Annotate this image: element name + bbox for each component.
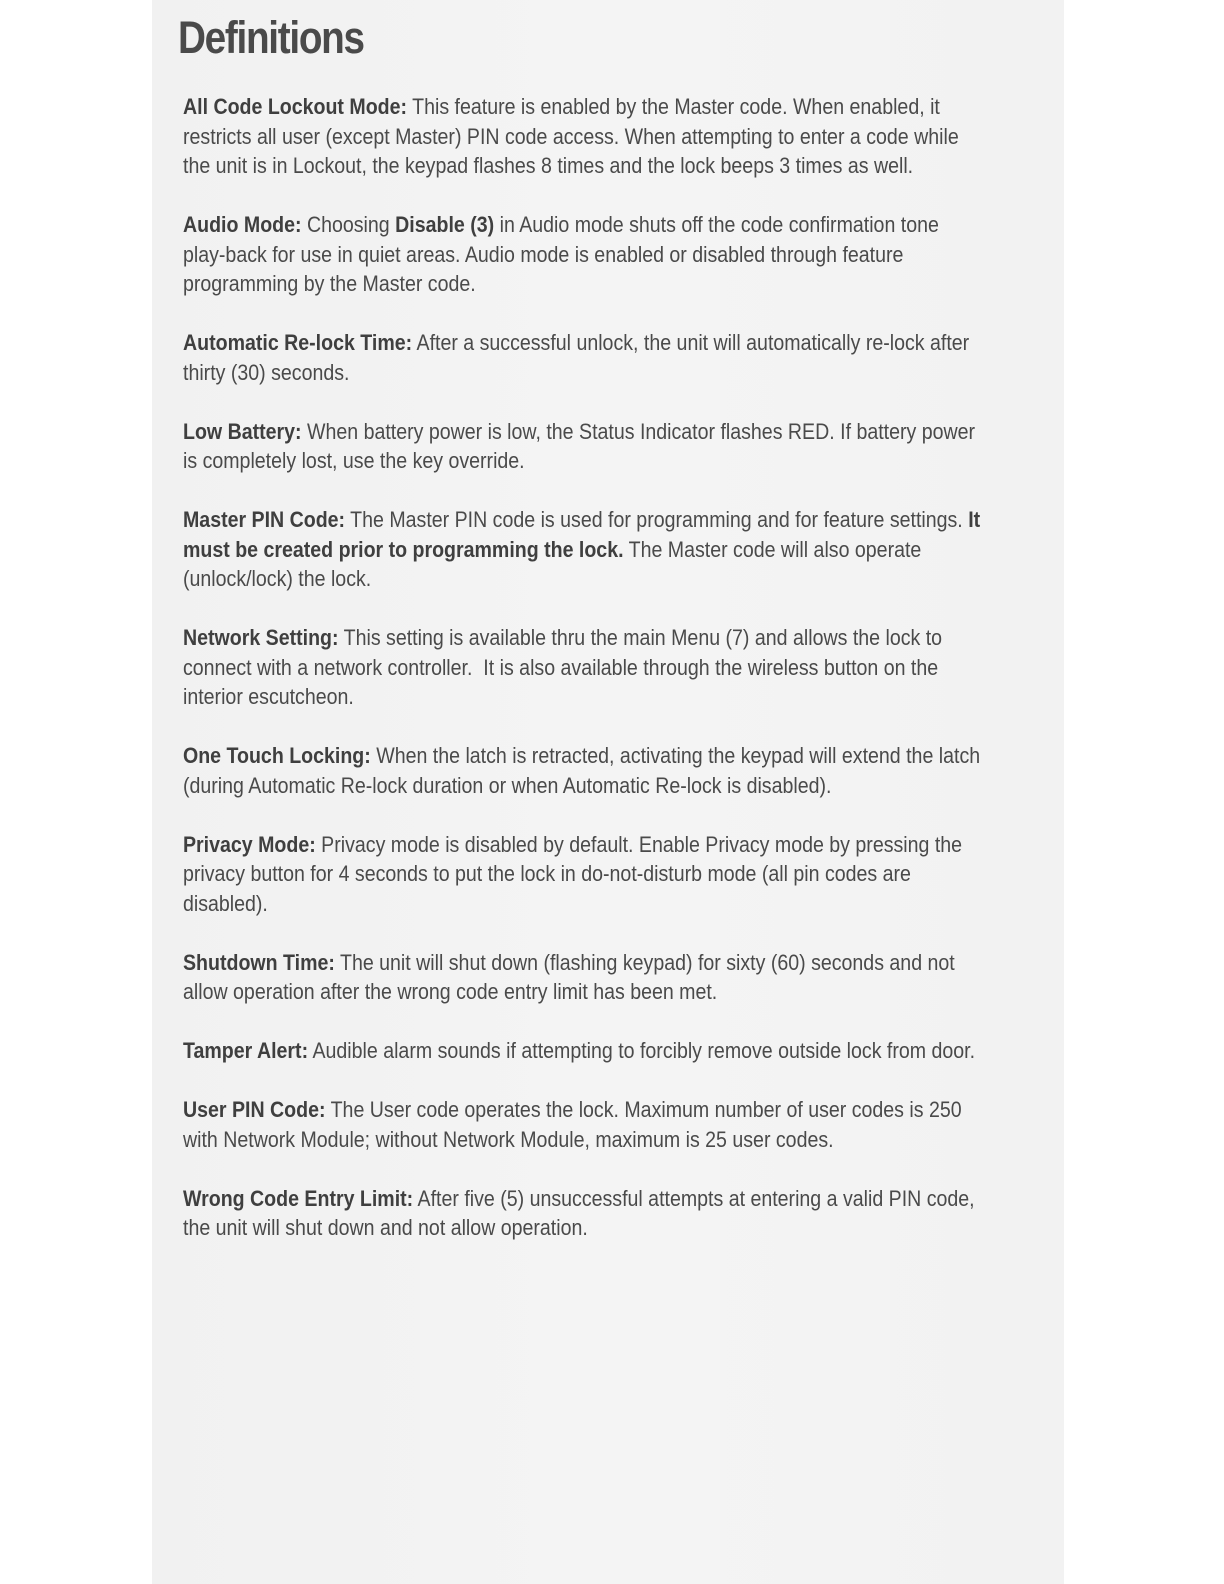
definition-master-pin-code [183,505,1053,594]
definition-term: Audio Mode: [183,212,302,237]
definition-shutdown-time [183,948,1053,1007]
definition-term: Shutdown Time: [183,949,335,975]
definition-emphasis: It [968,507,981,532]
definition-low-battery [183,417,1053,476]
definition-text: play-back for use in quiet areas. Audio mode is enabled or disabled through feature [183,241,904,267]
definition-text: This feature is enabled by the Master code. When enabled, it [412,94,940,119]
definition-text: allow operation after the wrong code entry limit has been met. [183,979,718,1004]
definition-text: programming by the Master code. [183,271,476,296]
definition-network-setting [183,623,1053,712]
definition-term: Master PIN Code: [183,507,346,532]
definition-privacy-mode [183,830,1053,919]
definition-term: Tamper Alert: [183,1038,309,1063]
definition-text: (unlock/lock) the lock. [183,566,372,591]
definition-text: is completely lost, use the key override. [183,448,525,473]
definition-wrong-code-entry-limit [183,1184,1053,1243]
definition-term: Network Setting: [183,625,339,650]
definition-text: the unit will shut down and not allow operation. [183,1215,588,1240]
definition-text: This setting is available thru the main Menu (7) and allows the lock to [343,625,943,650]
definition-text: The Master code will also operate [628,536,922,562]
definition-user-pin-code [183,1095,1053,1154]
definition-text: thirty (30) seconds. [183,359,350,385]
definition-text: restricts all user (except Master) PIN code access. When attempting to enter a code while [183,123,959,149]
definition-tamper-alert [183,1036,1053,1066]
definition-text: The unit will shut down (flashing keypad) for sixty (60) seconds and not [339,949,955,975]
definition-text: with Network Module; without Network Module, maximum is 25 user codes. [183,1126,834,1152]
definition-text: The User code operates the lock. Maximum number of user codes is 250 [330,1097,962,1122]
definition-text: The Master PIN code is used for programming and for feature settings. [350,507,963,532]
definition-one-touch-locking [183,741,1053,800]
definition-term: All Code Lockout Mode: [183,94,408,119]
definition-text: Audible alarm sounds if attempting to forcibly remove outside lock from door. [312,1038,976,1063]
definition-text: Choosing [306,212,390,237]
definition-text: disabled). [183,890,268,916]
definition-text: After a successful unlock, the unit will automatically re-lock after [416,330,970,355]
definition-term: Automatic Re-lock Time: [183,330,413,355]
definition-text: Privacy mode is disabled by default. Enable Privacy mode by pressing the [321,831,963,857]
definition-text: interior escutcheon. [183,684,354,709]
definition-term: One Touch Locking: [183,743,371,768]
definition-emphasis: Disable (3) [395,212,495,237]
definition-emphasis: must be created prior to programming the lock. [183,536,624,562]
definitions-list [183,92,1053,1272]
definition-text: privacy button for 4 seconds to put the lock in do-not-disturb mode (all pin codes are [183,861,911,886]
definition-text: (during Automatic Re-lock duration or when Automatic Re-lock is disabled). [183,772,832,798]
definition-audio-mode [183,210,1053,299]
definition-all-code-lockout-mode [183,92,1053,181]
definition-text: When the latch is retracted, activating the keypad will extend the latch [376,743,981,768]
definition-term: Privacy Mode: [183,831,316,857]
definition-text: After five (5) unsuccessful attempts at entering a valid PIN code, [417,1185,975,1211]
page-title: Definitions [178,12,364,63]
definition-text: the unit is in Lockout, the keypad flashes 8 times and the lock beeps 3 times as well. [183,153,914,178]
definition-term: User PIN Code: [183,1097,326,1122]
definition-text: When battery power is low, the Status Indicator flashes RED. If battery power [307,418,976,444]
definition-term: Wrong Code Entry Limit: [183,1185,414,1211]
definition-text: in Audio mode shuts off the code confirmation tone [499,212,939,237]
definition-automatic-relock-time [183,328,1053,387]
definition-term: Low Battery: [183,418,302,444]
definition-text: connect with a network controller. It is also available through the wireless button on the [183,654,939,680]
